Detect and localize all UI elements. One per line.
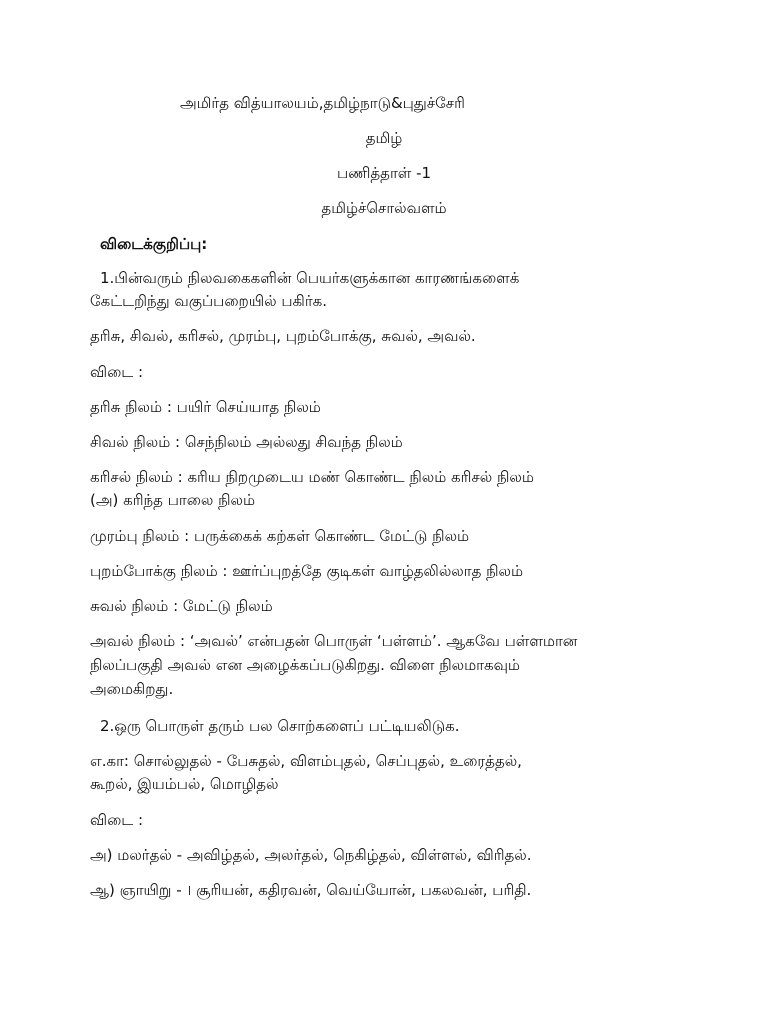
question1-line2: கேட்டறிந்து வகுப்பறையில் பகிர்க. <box>90 292 328 310</box>
answer-karisal-cont: (அ) கரிந்த பாலை நிலம் <box>90 491 256 509</box>
question2-line1: 2.ஒரு பொருள் தரும் பல சொற்களைப் பட்டியலிடுக. <box>100 717 460 735</box>
question1-line1: 1.பின்வரும் நிலவகைகளின் பெயர்களுக்கான காரணங்களைக் <box>100 269 520 287</box>
answer-malarthal: அ) மலர்தல் - அவிழ்தல், அலர்தல், நெகிழ்தல், விள்ளல், விரிதல். <box>90 846 532 864</box>
answer-aval-cont1: நிலப்பகுதி அவல் என அழைக்கப்படுகிறது. விளை நிலமாகவும் <box>90 656 521 674</box>
school-name: அமிர்த வித்யாலயம்,தமிழ்நாடு&புதுச்சேரி <box>180 94 465 112</box>
answer-aval: அவல் நிலம் : ‘அவல்’ என்பதன் பொருள் ‘பள்ளம்’. ஆகவே பள்ளமான <box>90 632 578 650</box>
answer-gnayiru: ஆ) ஞாயிறு - । சூரியன், கதிரவன், வெய்யோன், பகலவன், பரிதி. <box>90 881 532 899</box>
question2-example2: கூறல், இயம்பல், மொழிதல் <box>90 775 279 793</box>
answer-murambu: முரம்பு நிலம் : பருக்கைக் கற்கள் கொண்ட மேட்டு நிலம் <box>90 527 470 545</box>
answer-karisal: கரிசல் நிலம் : கரிய நிறமுடைய மண் கொண்ட நிலம் கரிசல் நிலம் <box>90 468 534 486</box>
question2-example1: எ.கா: சொல்லுதல் - பேசுதல், விளம்புதல், செப்புதல், உரைத்தல், <box>90 752 522 770</box>
answer-key-heading: விடைக்குறிப்பு: <box>100 235 208 253</box>
answer-suval: சுவல் நிலம் : மேட்டு நிலம் <box>90 597 273 615</box>
answer-aval-cont2: அமைகிறது. <box>90 680 174 698</box>
question2-answer-label: விடை : <box>90 811 144 829</box>
question1-answer-label: விடை : <box>90 363 144 381</box>
answer-purambokku: புறம்போக்கு நிலம் : ஊர்ப்புறத்தே குடிகள் வாழ்தலில்லாத நிலம் <box>90 562 524 580</box>
question1-terms: தரிசு, சிவல், கரிசல், முரம்பு, புறம்போக்கு, சுவல், அவல். <box>90 327 476 345</box>
answer-sival: சிவல் நிலம் : செந்நிலம் அல்லது சிவந்த நிலம் <box>90 433 403 451</box>
topic-title: தமிழ்ச்சொல்வளம் <box>321 199 447 217</box>
worksheet-title: பணித்தாள் -1 <box>336 164 432 182</box>
subject-title: தமிழ் <box>365 129 403 147</box>
answer-tharisu: தரிசு நிலம் : பயிர் செய்யாத நிலம் <box>90 398 321 416</box>
